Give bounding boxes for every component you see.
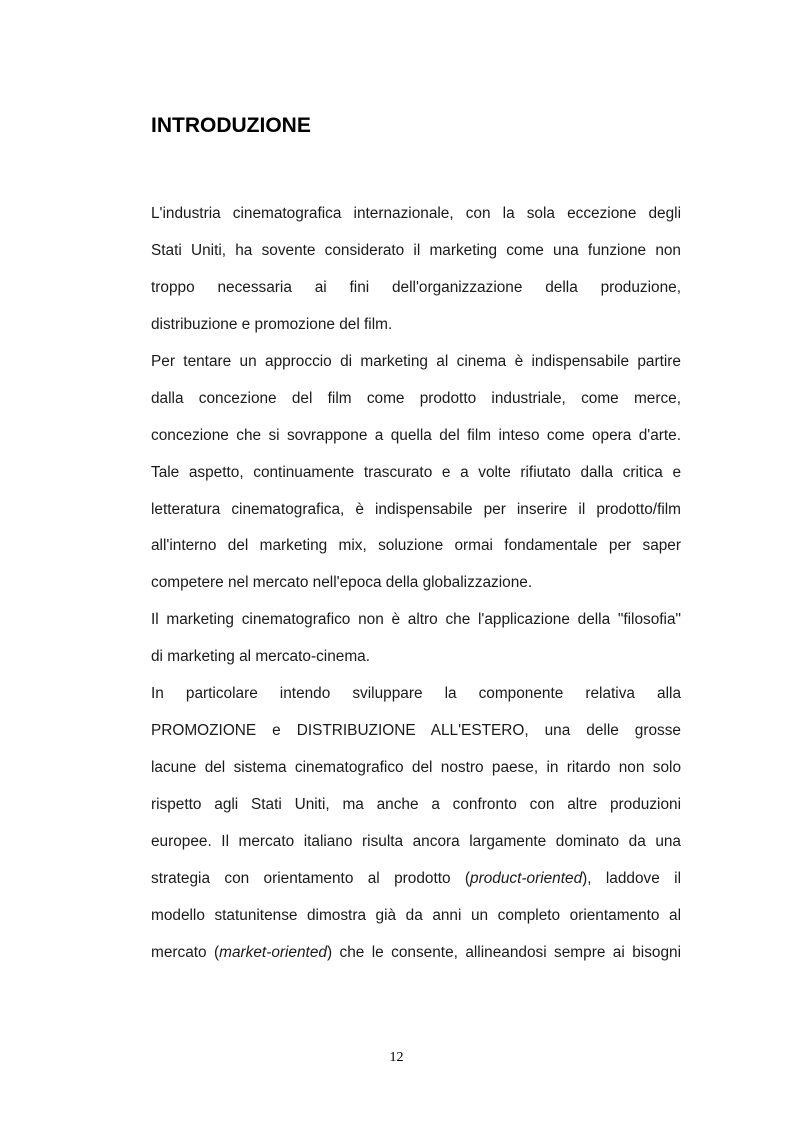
text-segment: Per tentare un approccio di marketing al cinema è indispensabile partire xyxy=(151,352,681,370)
text-segment: letteratura cinematografica, è indispensabile per inserire il prodotto/film xyxy=(151,500,681,518)
italic-term: market-oriented xyxy=(219,943,327,961)
text-segment: all'interno del marketing mix, soluzione ormai fondamentale per saper xyxy=(151,537,681,555)
text-line xyxy=(151,492,681,529)
text-line xyxy=(151,861,681,898)
text-line xyxy=(151,381,681,418)
text-line xyxy=(151,676,681,713)
text-segment: ) che le consente, allineandosi sempre ai bisogni xyxy=(326,943,681,961)
text-segment: Stati Uniti, ha sovente considerato il marketing come una funzione non xyxy=(151,241,681,259)
text-line xyxy=(151,270,681,307)
text-segment: lacune del sistema cinematografico del nostro paese, in ritardo non solo xyxy=(151,759,681,777)
text-segment: Il marketing cinematografico non è altro che l'applicazione della "filosofia" xyxy=(151,611,681,629)
text-line xyxy=(151,307,681,344)
text-segment: concezione che si sovrappone a quella del film inteso come opera d'arte. xyxy=(151,426,681,444)
body-text xyxy=(151,196,681,972)
text-line xyxy=(151,898,681,935)
text-segment: modello statunitense dimostra già da anni un completo orientamento al xyxy=(151,906,681,924)
text-segment: mercato ( xyxy=(151,943,220,961)
text-segment: europee. Il mercato italiano risulta ancora largamente dominato da una xyxy=(151,832,681,850)
text-line xyxy=(151,418,681,455)
text-line xyxy=(151,233,681,270)
text-segment: competere nel mercato nell'epoca della globalizzazione. xyxy=(151,574,533,592)
text-segment: dalla concezione del film come prodotto industriale, come merce, xyxy=(151,389,681,407)
text-line xyxy=(151,713,681,750)
text-segment: strategia con orientamento al prodotto ( xyxy=(151,869,471,887)
text-segment: L'industria cinematografica internazionale, con la sola eccezione degli xyxy=(151,205,681,222)
text-line xyxy=(151,528,681,565)
text-segment: PROMOZIONE e DISTRIBUZIONE ALL'ESTERO, una delle grosse xyxy=(151,722,681,740)
text-line xyxy=(151,196,681,233)
text-segment: distribuzione e promozione del film. xyxy=(151,315,393,333)
text-line xyxy=(151,455,681,492)
text-line xyxy=(151,639,681,676)
page-number: 12 xyxy=(389,1050,404,1065)
text-segment: rispetto agli Stati Uniti, ma anche a confronto con altre produzioni xyxy=(151,796,681,813)
text-line xyxy=(151,750,681,787)
section-heading: INTRODUZIONE xyxy=(151,114,311,137)
text-segment: di marketing al mercato-cinema. xyxy=(151,648,370,666)
text-segment: troppo necessaria ai fini dell'organizzazione della produzione, xyxy=(151,278,681,296)
text-segment: ), laddove il xyxy=(582,869,681,887)
text-line xyxy=(151,565,681,602)
text-line xyxy=(151,602,681,639)
italic-term: product-oriented xyxy=(470,869,583,887)
text-line xyxy=(151,935,681,972)
text-segment: In particolare intendo sviluppare la componente relativa alla xyxy=(151,685,681,703)
text-segment: Tale aspetto, continuamente trascurato e a volte rifiutato dalla critica e xyxy=(151,463,681,481)
text-line xyxy=(151,344,681,381)
text-line xyxy=(151,787,681,824)
text-line xyxy=(151,824,681,861)
